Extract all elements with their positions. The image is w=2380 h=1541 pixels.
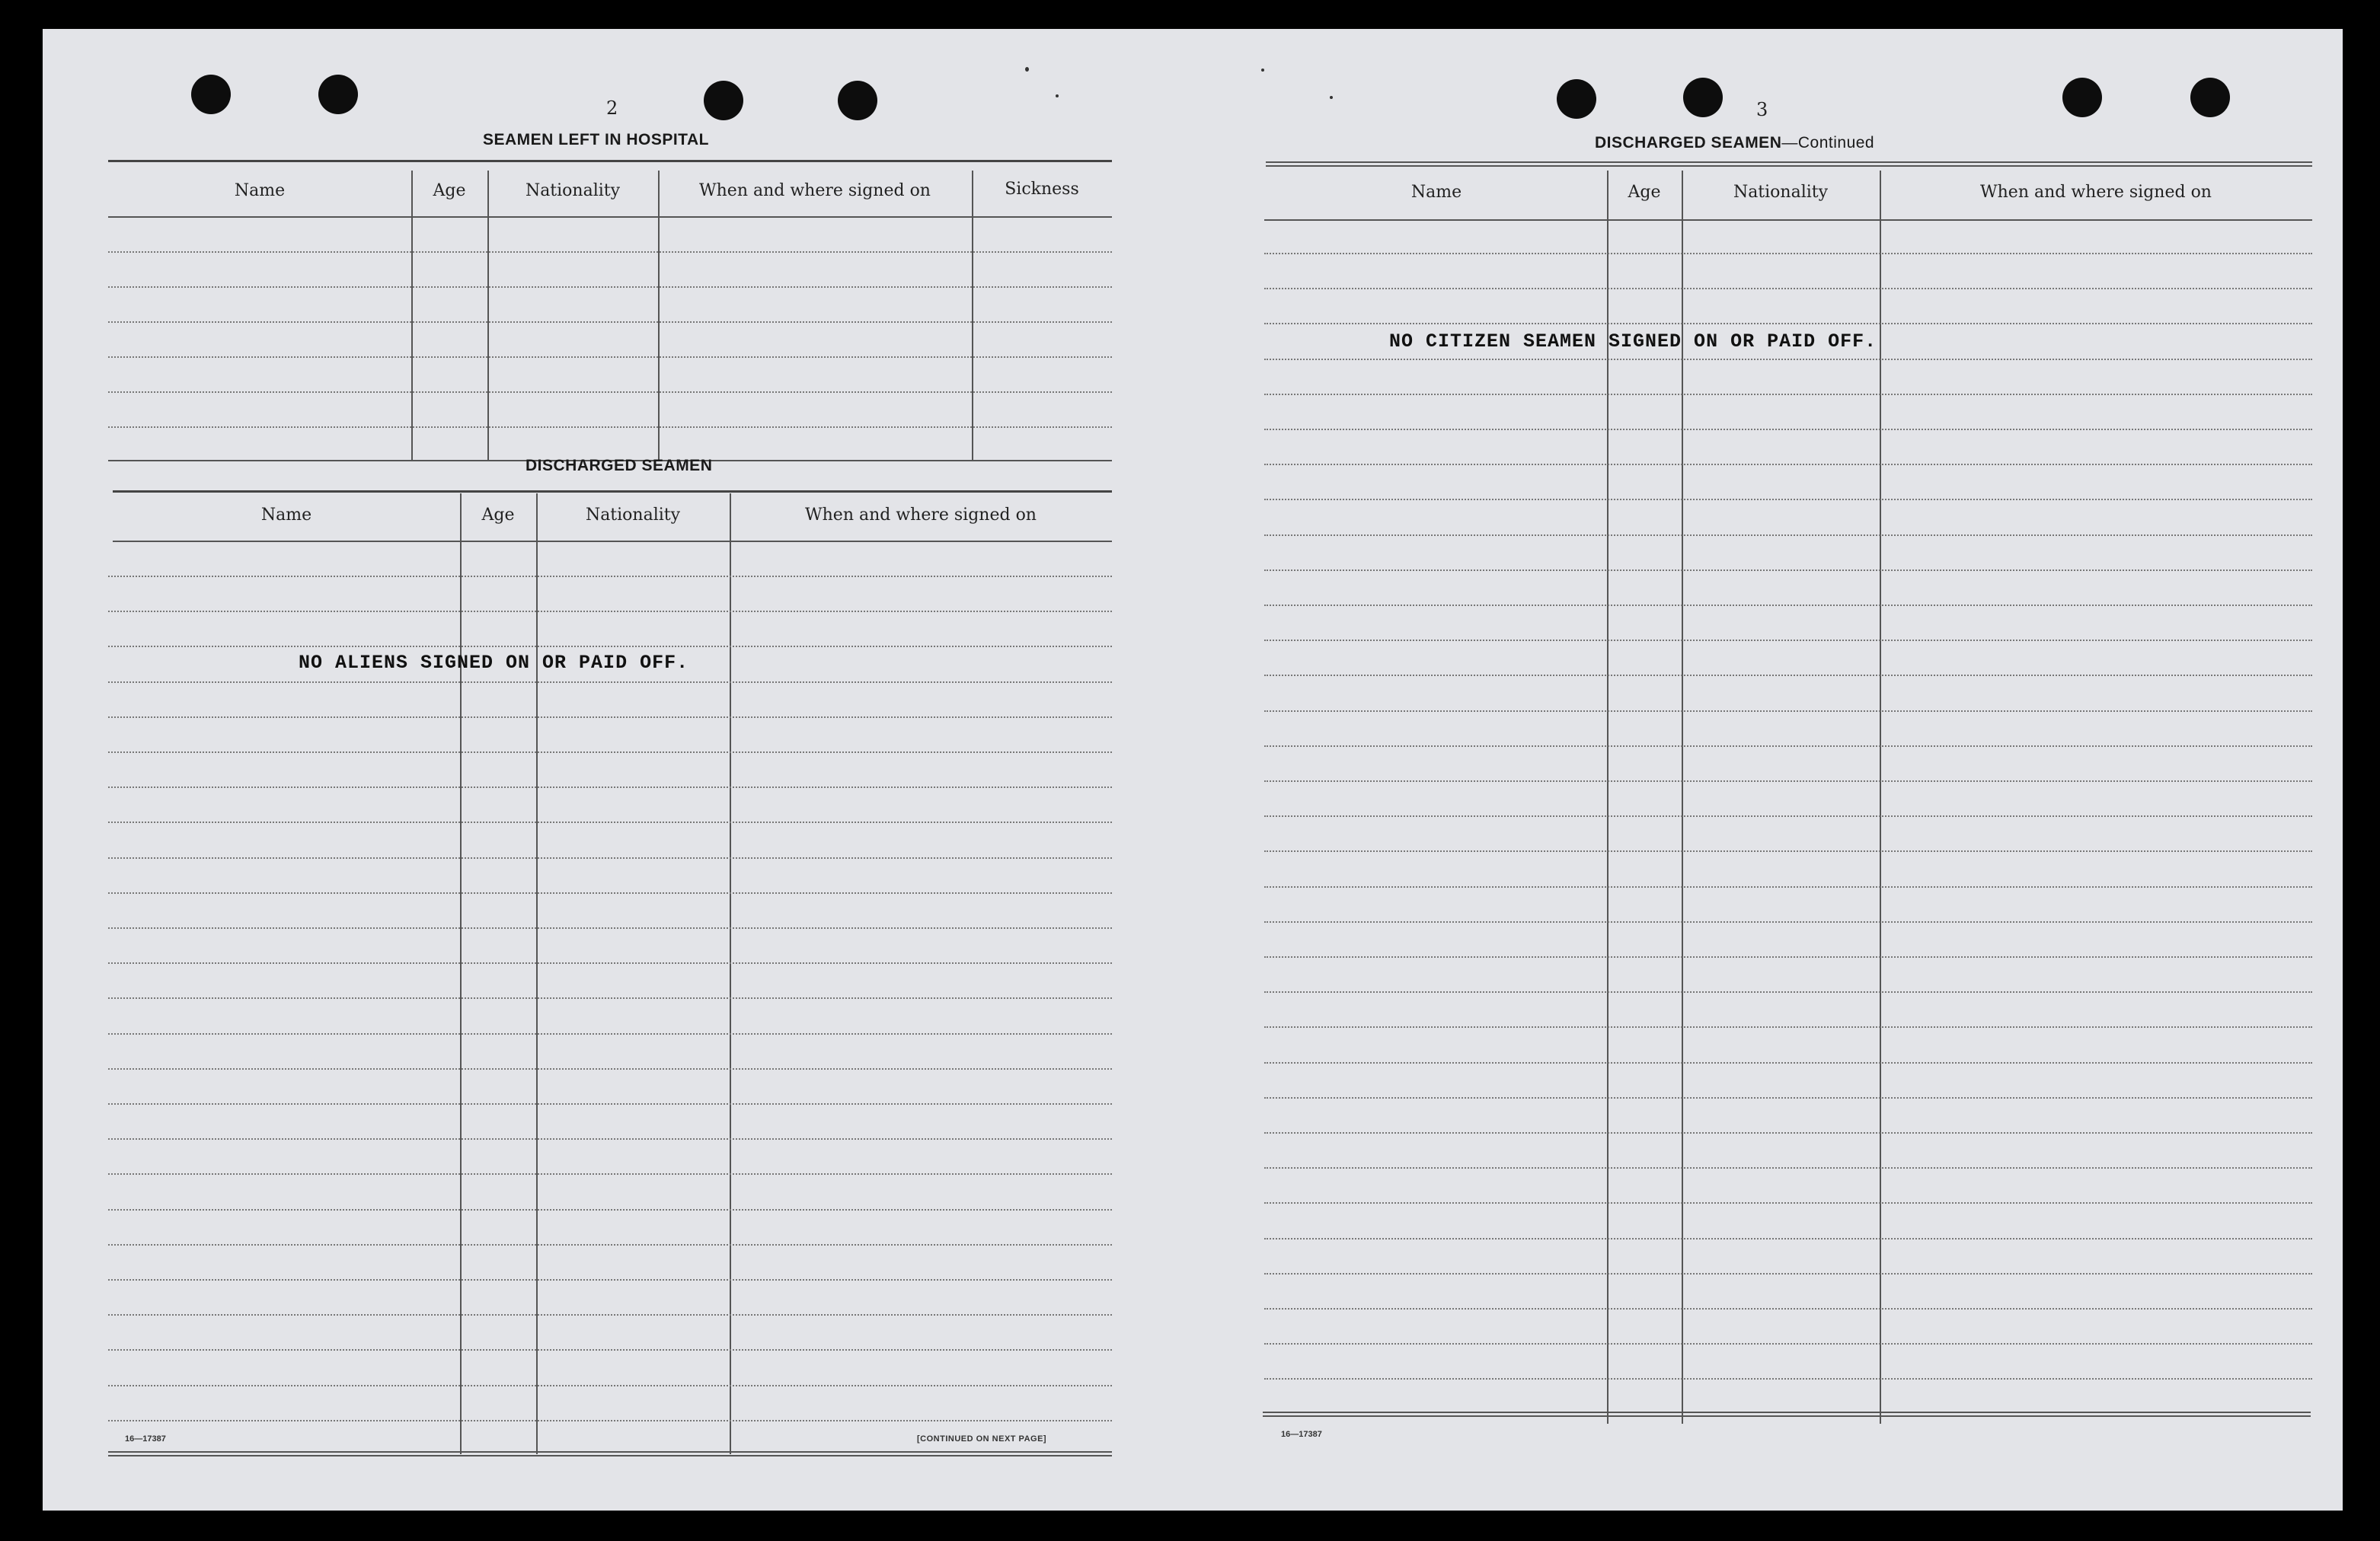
table-row-line [1264, 815, 2312, 817]
table-row-line [1264, 1238, 2312, 1240]
table-row-line [108, 1349, 1112, 1351]
table-row-line [1264, 253, 2312, 254]
table-row-line [1264, 570, 2312, 571]
right-table-top-rule [1266, 161, 2312, 167]
table-row-line [1264, 850, 2312, 852]
ink-speck [1056, 94, 1059, 97]
table-row-line [1264, 288, 2312, 289]
hospital-row-line [108, 391, 1112, 393]
table-row-line [1264, 921, 2312, 923]
hospital-row-line [108, 286, 1112, 288]
table-row-line [1264, 605, 2312, 606]
discharged-section-title: DISCHARGED SEAMEN [526, 457, 713, 474]
table-row-line [1264, 359, 2312, 360]
discharged-continued-title-suffix: —Continued [1781, 134, 1875, 152]
table-row-line [108, 646, 1112, 647]
hospital-row-line [108, 251, 1112, 253]
hospital-table-head-rule [108, 216, 1112, 218]
punch-hole [2062, 78, 2102, 117]
hospital-col-sickness: Sickness [1005, 180, 1079, 199]
right-col-when-where: When and where signed on [1980, 183, 2212, 202]
table-row-line [1264, 1273, 2312, 1275]
typed-note-aliens: NO ALIENS SIGNED ON OR PAID OFF. [299, 652, 689, 674]
discharged-col-age: Age [481, 506, 515, 525]
table-row-line [108, 1420, 1112, 1421]
hospital-col-divider [972, 171, 973, 460]
hospital-row-line [108, 356, 1112, 358]
ink-speck [1025, 67, 1029, 72]
table-row-line [108, 927, 1112, 929]
right-table-bottom-rule [1263, 1412, 2311, 1417]
hospital-col-age: Age [433, 181, 466, 200]
table-row-line [1264, 991, 2312, 993]
table-row-line [1264, 1167, 2312, 1169]
table-row-line [1264, 1343, 2312, 1345]
hospital-row-line [108, 321, 1112, 323]
table-row-line [1264, 534, 2312, 536]
punch-hole [2190, 78, 2230, 117]
punch-hole [1557, 79, 1596, 119]
table-row-line [1264, 710, 2312, 712]
table-row-line [1264, 956, 2312, 958]
table-row-line [1264, 323, 2312, 324]
table-row-line [108, 1279, 1112, 1281]
table-row-line [1264, 886, 2312, 888]
table-row-line [108, 716, 1112, 718]
punch-hole [704, 81, 743, 120]
right-table-head-rule [1264, 219, 2312, 221]
hospital-col-divider [411, 171, 413, 460]
discharged-continued-title [1595, 134, 1874, 152]
table-row-line [1264, 1378, 2312, 1380]
table-row-line [1264, 780, 2312, 782]
hospital-section-title: SEAMEN LEFT IN HOSPITAL [483, 131, 709, 148]
table-row-line [108, 1314, 1112, 1316]
table-row-line [1264, 1097, 2312, 1099]
hospital-col-divider [487, 171, 489, 460]
table-row-line [1264, 464, 2312, 465]
table-row-line [108, 1244, 1112, 1246]
right-col-nationality: Nationality [1733, 183, 1829, 202]
discharged-col-divider [536, 493, 538, 1454]
table-row-line [108, 611, 1112, 612]
table-row-line [108, 786, 1112, 788]
table-row-line [108, 576, 1112, 577]
table-row-line [108, 1138, 1112, 1140]
punch-hole [191, 75, 231, 114]
discharged-table-top-rule [113, 490, 1112, 493]
table-row-line [108, 751, 1112, 753]
table-row-line [1264, 640, 2312, 641]
table-row-line [1264, 1308, 2312, 1310]
right-col-name: Name [1410, 183, 1462, 202]
table-row-line [108, 822, 1112, 823]
discharged-continued-title-main: DISCHARGED SEAMEN [1595, 134, 1782, 152]
table-row-line [108, 681, 1112, 683]
discharged-col-divider [460, 493, 462, 1454]
form-sheet [43, 29, 2343, 1511]
table-row-line [108, 1173, 1112, 1175]
table-row-line [1264, 1062, 2312, 1064]
discharged-table-bottom-rule [108, 1451, 1112, 1456]
table-row-line [108, 1033, 1112, 1035]
discharged-col-nationality: Nationality [585, 506, 681, 525]
table-row-line [1264, 1132, 2312, 1134]
table-row-line [1264, 745, 2312, 747]
table-row-line [1264, 394, 2312, 395]
table-row-line [108, 997, 1112, 999]
discharged-table-head-rule [113, 541, 1112, 542]
table-row-line [108, 1103, 1112, 1105]
discharged-col-name: Name [260, 506, 312, 525]
table-row-line [1264, 499, 2312, 500]
page-number-left: 2 [606, 97, 618, 119]
hospital-col-name: Name [234, 181, 286, 200]
discharged-col-when-where: When and where signed on [805, 506, 1037, 525]
right-col-age: Age [1628, 183, 1661, 202]
table-row-line [108, 892, 1112, 894]
table-row-line [108, 1385, 1112, 1386]
table-row-line [1264, 429, 2312, 430]
punch-hole [1683, 78, 1723, 117]
continued-note: [CONTINUED ON NEXT PAGE] [917, 1434, 1047, 1444]
punch-hole [318, 75, 358, 114]
hospital-row-line [108, 426, 1112, 428]
ink-speck [1330, 96, 1333, 99]
discharged-col-divider [730, 493, 731, 1454]
form-code-left: 16—17387 [125, 1434, 166, 1444]
hospital-col-nationality: Nationality [525, 181, 621, 200]
page-number-right: 3 [1756, 99, 1768, 120]
table-row-line [108, 962, 1112, 964]
form-code-right: 16—17387 [1281, 1430, 1322, 1439]
table-row-line [108, 857, 1112, 859]
table-row-line [108, 1068, 1112, 1070]
hospital-table-top-rule [108, 160, 1112, 162]
table-row-line [1264, 1026, 2312, 1028]
table-row-line [1264, 675, 2312, 676]
ink-speck [1261, 69, 1264, 72]
hospital-col-when-where: When and where signed on [699, 181, 931, 200]
punch-hole [838, 81, 877, 120]
hospital-col-divider [658, 171, 660, 460]
table-row-line [108, 1209, 1112, 1211]
table-row-line [1264, 1202, 2312, 1204]
typed-note-citizens: NO CITIZEN SEAMEN SIGNED ON OR PAID OFF. [1389, 330, 1877, 353]
